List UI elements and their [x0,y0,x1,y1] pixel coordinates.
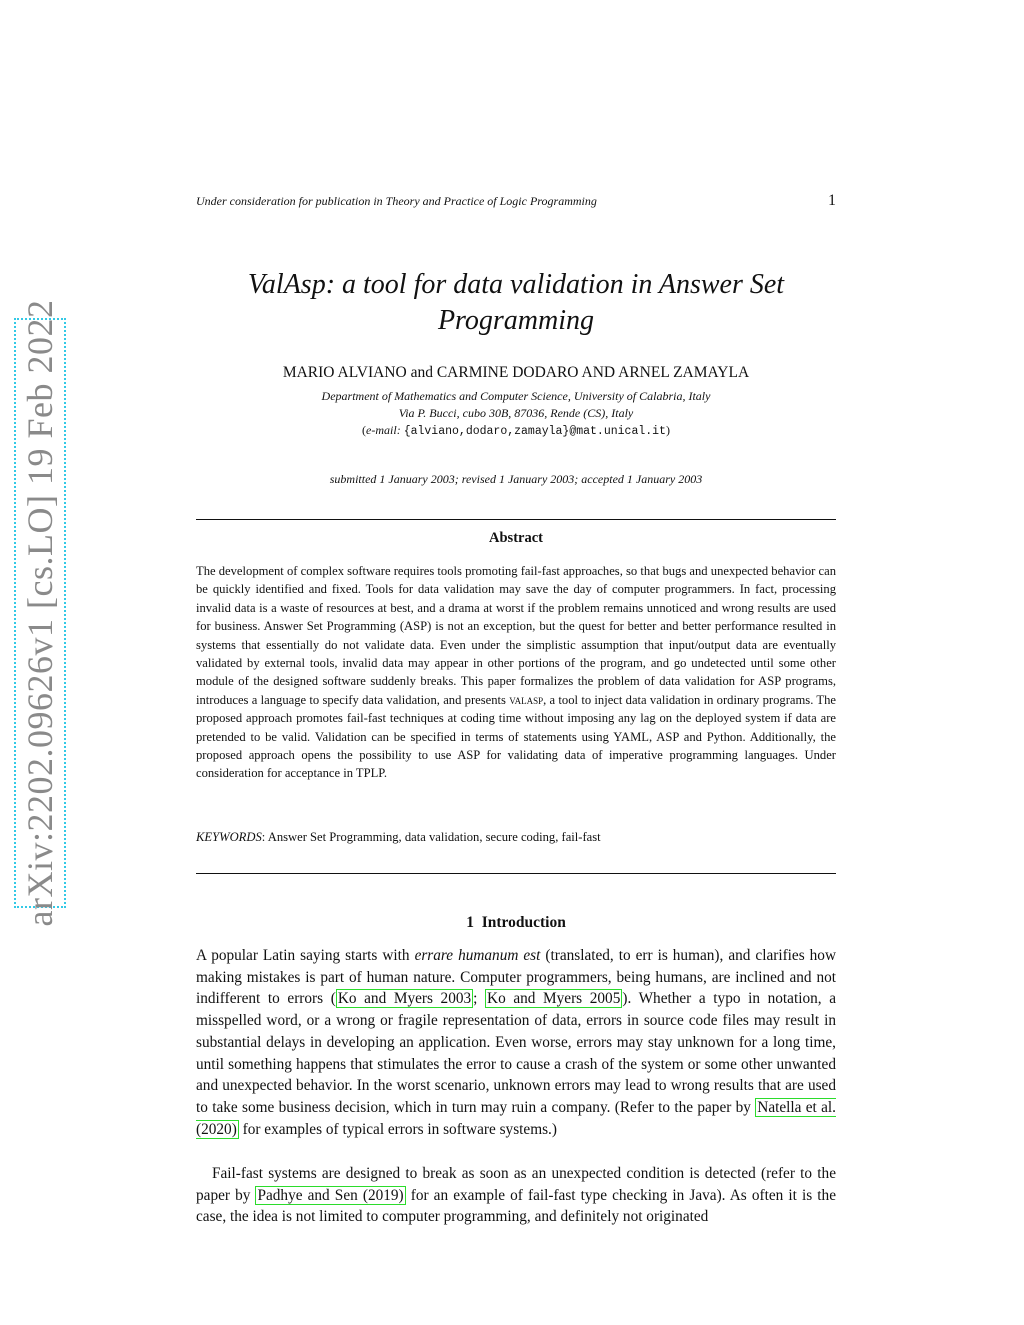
citation-link-padhye-sen-2019[interactable]: Padhye and Sen (2019) [257,1186,404,1204]
intro-text: for an example of fail-fast type checking in Java). As often it is the case, the idea is not limited to computer programming, and definitely not originated [196,1186,836,1226]
running-head [196,194,836,209]
keywords-text: : Answer Set Programming, data validation, secure coding, fail-fast [261,830,601,844]
title-line-2: Programming [437,305,595,336]
author-first: MARIO ALVIANO [282,364,407,381]
abstract-body [196,562,836,783]
email-address[interactable]: {alviano,dodaro,zamayla}@mat.unical.it [403,425,666,438]
latin-phrase: errare humanum est [414,947,541,964]
citation-separator: ; [473,990,486,1008]
authors [196,364,836,382]
intro-paragraph-1 [196,945,836,1140]
arxiv-identifier-stamp [14,299,66,927]
section-title: Introduction [481,914,566,931]
intro-text: A popular Latin saying starts with [196,947,415,964]
paper-title [196,267,836,339]
intro-text: (translated, to err is human), and clarifies how making mistakes is part of human nature. Computer programmers, being humans, are inclined and not indifferent to errors ( [196,947,836,1008]
abstract-bottom-rule [196,873,836,874]
keywords-label: KEYWORDS [196,830,262,844]
intro-text: ). Whether a typo in notation, a misspelled word, or a wrong or fragile representation of data, errors in source code files may result in substantial delays in developing an application. Even worse, errors may stay unknown for a long time, until something happens that stimulates the error to cause a crash of the system or some other unwanted and unexpected behavior. In the worst scenario, unknown errors may lead to wrong results that are used to take some business decision, which in turn may ruin a company. (Refer to the paper by [196,990,836,1116]
page-number: 1 [828,192,836,209]
affiliation-email-line: (e-mail: {alviano,dodaro,zamayla}@mat.unical.it) [362,423,670,438]
citation-link-ko-myers-2005[interactable]: Ko and Myers 2005 [487,990,621,1008]
author-and: and [410,364,433,381]
intro-text: for examples of typical errors in software systems.) [238,1120,557,1138]
keywords [196,830,836,845]
intro-paragraph-2 [196,1163,836,1228]
section-heading [196,914,836,932]
title-line-1: ValAsp: a tool for data validation in Answer Set [247,269,785,300]
affiliation-address: Via P. Bucci, cubo 30B, 87036, Rende (CS), Italy [398,406,634,420]
submission-dates: submitted 1 January 2003; revised 1 January 2003; accepted 1 January 2003 [329,472,703,486]
affiliation [196,388,836,440]
running-head-text: Under consideration for publication in Theory and Practice of Logic Programming [196,194,597,208]
intro-text: Fail-fast systems are designed to break as soon as an unexpected condition is detected (refer to the paper by [196,1165,836,1204]
email-label: e-mail: [366,423,401,437]
arxiv-id: arXiv:2202.09626v1 [cs.LO] 19 Feb 2022 [20,299,60,927]
abstract-heading: Abstract [489,530,543,546]
abstract-top-rule [196,519,836,520]
tool-name: valasp [509,692,544,707]
abstract-text-before: The development of complex software requires tools promoting fail-fast approaches, so that bugs and unexpected behavior can be quickly identified and fixed. Tools for data validation may save the day of computer programmers. In fact, processing invalid data is a waste of resources at best, and a drama at worst if the problem remains unnoticed and wrong results are used for business. Answer Set Programming (ASP) is not an exception, but the quest for better and better performance resulted in systems that essentially do not validate data. Even under the simplistic assumption that input/output data are eventually validated by external tools, invalid data may appear in other portions of the program, and go undetected until some other module of the designed software suddenly breaks. This paper formalizes the problem of data validation for ASP programs, introduces a language to specify data validation, and presents [196,564,836,707]
citation-link-ko-myers-2003[interactable]: Ko and Myers 2003 [337,990,472,1008]
citation-link-natella-2020[interactable]: Natella et al. (2020) [196,1098,836,1138]
affiliation-department: Department of Mathematics and Computer Science, University of Calabria, Italy [321,389,711,403]
abstract-text-after: , a tool to inject data validation in ordinary programs. The proposed approach promotes fail-fast techniques at coding time without imposing any lag on the deployed system if data are pretended to be valid. Validation can be specified in terms of statements using YAML, ASP and Python. Additionally, the proposed approach opens the possibility to use ASP for validating data of imperative programming languages. Under consideration for acceptance in TPLP. [196,692,836,781]
section-number: 1 [466,914,474,931]
author-rest: CARMINE DODARO AND ARNEL ZAMAYLA [436,364,750,381]
